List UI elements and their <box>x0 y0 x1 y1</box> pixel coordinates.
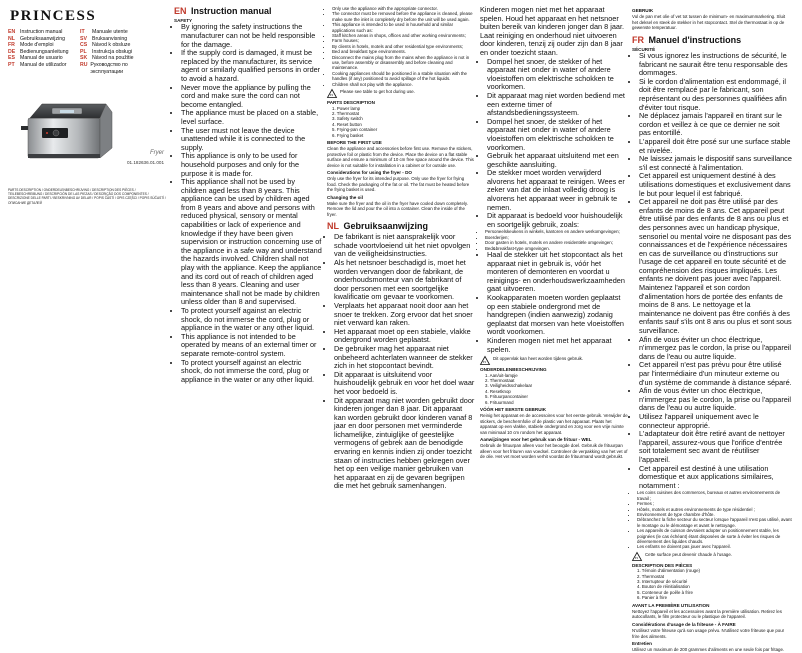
title-text-en: Instruction manual <box>191 6 272 16</box>
warning-text-en: Please see table to get hot during use. <box>340 89 415 95</box>
safety-item: • Disconnect the mains plug from the mains when the appliance is not in use, before assembly or disassembly and before cleaning and maintenance. <box>332 55 475 71</box>
oil-heading-nl: GEBRUIK <box>632 8 654 13</box>
usage-item: • Farm houses; <box>332 38 475 43</box>
language-name: Instruction manual <box>20 29 63 35</box>
safety-item: • Dompel het snoer, de stekker of het apparaat niet onder in water of andere vloeistoffen om elektrische schokken te voorkomen. <box>487 58 628 92</box>
usage-section-en <box>327 6 475 217</box>
safety-item: • Utilisez l'appareil uniquement avec le connecteur approprié. <box>639 413 792 430</box>
part-item: 5. Frying-pan container <box>332 127 378 133</box>
language-name: Návod k obsluze <box>92 42 131 49</box>
safety-list-nl-a <box>327 233 475 491</box>
usage-item: • Bed and breakfast type environments. <box>332 49 475 54</box>
safety-item: • Cet appareil ne doit pas être utilisé par des enfants de moins de 8 ans. Cet appareil peut être utilisé par des enfants de 8 ans ou plus et des personnes avec un handicap physique, sensoriel ou mental voire ne disposant pas des connaissances et de l'expérience nécessaires en cas de surveillance ou d'instructions sur l'usage de cet appareil en toute sécurité et de compréhension des risques impliqués. Les enfants ne doivent pas jouer avec l'appareil. Maintenez l'appareil et son cordon d'alimentation hors de portée des enfants de moins de 8 ans. Le nettoyage et la maintenance ne doivent pas être confiés à des enfants sauf s'ils ont 8 ans ou plus et sont sous surveillance. <box>639 198 792 336</box>
part-item: 5. Frituurpancontainer <box>485 394 528 400</box>
safety-item: • Afin de vous éviter un choc électrique, n'immergez pas le cordon, la prise ou l'appareil dans de l'eau ou autre liquide. <box>639 387 792 413</box>
language-code: FR <box>8 42 15 49</box>
safety-list-nl-c <box>480 251 628 354</box>
section-title-nl <box>327 221 475 231</box>
language-code: IT <box>80 29 85 35</box>
usage-item: • Boerderijen; <box>485 235 628 240</box>
parts-list-nl <box>480 373 628 405</box>
safety-item: • Dompel het snoer, de stekker of het apparaat niet onder in water of andere vloeistoffen om elektrische schokken te voorkomen. <box>487 118 628 152</box>
safety-item: • This appliance is not intended to be operated by means of an external timer or separate remote-control system. <box>181 333 322 359</box>
language-code: PT <box>8 61 15 68</box>
part-item: 2. Thermostat <box>332 110 360 116</box>
language-code: PL <box>80 48 87 55</box>
safety-list-fr <box>632 52 792 490</box>
instructions-heading-fr: Considérations d'usage de la friteuse - À FAIRE <box>632 621 736 627</box>
oil-text-en: Make sure the fryer and the oil in the fryer have cooled down completely. Remove the lid and pour the oil into a container. Clean the inside of the fryer. <box>327 201 468 217</box>
instructions-text-nl: Gebruik de frituurpan alleen voor het beoogde doel. Gebruik de frituurpan alleen voor het frituren van voedsel. Controleer de verpakking van het vet of de olie. Het vet moet worden verhit voordat de frituurmand wordt gebruikt. <box>480 443 628 460</box>
language-name: Руководство по эксплуатации <box>90 61 128 75</box>
language-code: CS <box>80 42 88 49</box>
language-code: NL <box>8 35 15 42</box>
oil-heading-en: Changing the oil <box>327 194 363 200</box>
parts-heading-en: PARTS DESCRIPTION <box>327 100 375 106</box>
language-row <box>8 62 168 75</box>
usage-item: • Les coins cuisines des commerces, bureaux et autres environnements de travail ; <box>637 490 792 501</box>
part-item: 2. Thermostat <box>637 573 665 579</box>
usage-item: • Bed&breakfast-type omgevingen. <box>485 246 628 251</box>
safety-item: • Het apparaat moet op een stabiele, vlakke ondergrond worden geplaatst. <box>334 328 475 345</box>
hot-surface-icon <box>632 552 642 561</box>
usage-item: • Fermes ; <box>637 501 792 506</box>
part-item: 1. Témoin d'alimentation (rouge) <box>637 568 700 574</box>
safety-item: • This appliance is only to be used for household purposes and only for the purpose it is made for. <box>181 152 322 178</box>
language-code: RU <box>80 61 88 68</box>
usage-item: • Environnement de type chambre d'hôte. <box>637 512 792 517</box>
part-item: 6. Panier à frire <box>637 595 668 601</box>
part-item: 2. Thermostaat <box>485 378 515 383</box>
safety-item: • Verplaats het apparaat nooit door aan het snoer te trekken. Zorg ervoor dat het snoer niet verward kan raken. <box>334 302 475 328</box>
language-code: SK <box>80 55 88 62</box>
safety-item: • Never move the appliance by pulling the cord and make sure the cord can not become entangled. <box>181 84 322 110</box>
safety-item: • Haal de stekker uit het stopcontact als het apparaat niet in gebruik is, vóór het monteren of demonteren en voordat u reinigings- en onderhoudswerkzaamheden gaat uitvoeren. <box>487 251 628 294</box>
safety-heading-fr: SÉCURITÉ <box>632 46 656 52</box>
details-section-nl <box>480 356 628 460</box>
instructions-text-en: Only use the fryer for its intended purpose. Only use the fryer for frying food. Check the packaging of the fat or oil. The fat must be heated before the frying basket is used. <box>327 176 470 193</box>
safety-item: • De gebruiker mag het apparaat niet onbeheerd achterlaten wanneer de stekker zich in het stopcontact bevindt. <box>334 345 475 371</box>
language-name: Bedienungsanleitung <box>20 48 69 55</box>
language-name: Manuale utente <box>92 29 128 35</box>
language-entry <box>80 49 152 56</box>
hot-surface-warning-nl <box>480 356 628 365</box>
product-illustration <box>18 76 166 176</box>
fryer-illustration <box>22 88 122 166</box>
part-item: 6. Frying basket <box>332 132 364 138</box>
safety-item: • Only use the appliance with the appropriate connector. <box>332 6 475 11</box>
part-item: 4. Reset button <box>332 121 362 127</box>
language-row <box>8 42 168 49</box>
language-code: DE <box>8 48 16 55</box>
language-entry <box>80 62 152 75</box>
safety-item: • Cet appareil est uniquement destiné à des utilisations domestiques et exclusivement dans le but pour lequel il est fabriqué. <box>639 172 792 198</box>
language-entry <box>8 49 80 56</box>
language-code: SV <box>80 35 87 42</box>
maintenance-heading-fr: Entretien <box>632 641 652 647</box>
safety-item: • Si vous ignorez les instructions de sécurité, le fabricant ne saurait être tenu responsable des dommages. <box>639 52 792 78</box>
language-name: Mode d'emploi <box>20 42 54 49</box>
cover-column <box>8 6 168 566</box>
parts-description-multilingual: PARTS DESCRIPTION / ONDERDELENBESCHRIJVING / DESCRIPTION DES PIÈCES / TEILEBESCHREIBUNG / DESCRIPCIÓN DE LAS PIEZAS / DESCRIÇÃO DOS COMPONENTES / DESCRIZIONE DELLE PARTI / BESKRIVNING AV DELAR / POPIS ČÁSTÍ / OPIS CZĘŚCI / POPIS SÚČASTÍ / ОПИСАНИЕ ДЕТАЛЕЙ <box>8 188 166 205</box>
safety-item: • Ne déplacez jamais l'appareil en tirant sur le cordon et veillez à ce que ce dernier ne soit pas entortillé. <box>639 112 792 138</box>
safety-item: • Dit apparaat mag niet worden gebruikt door kinderen jonger dan 8 jaar. Dit apparaat kan worden gebruikt door kinderen vanaf 8 jaar en door personen met verminderde lichamelijke, zintuiglijke of geestelijke vermogens of gebrek aan de benodigde ervaring en kennis indien zij onder toezicht staan of instructies hebben gekregen over het op een veilige manier gebruiken van het apparaat en zij de gevaren begrijpen die met het gebruik samenhangen. <box>334 397 475 492</box>
safety-item: • The connector must be removed before the appliance is cleaned, please make sure the inlet is completely dry before the unit will be used again. <box>332 11 475 22</box>
column-en-2 <box>327 6 475 568</box>
safety-item: • Dit apparaat mag niet worden bediend met een externe timer of afstandsbedieningssysteem. <box>487 92 628 118</box>
safety-item: • Dit apparaat is bedoeld voor huishoudelijk en soortgelijk gebruik, zoals: <box>487 212 628 229</box>
title-text-nl: Gebruiksaanwijzing <box>343 221 429 232</box>
parts-list-en <box>327 106 475 138</box>
maintenance-text-fr: Utilisez un maximum de 200 grammes d'aliments en une seule fois par fritage. <box>632 647 785 653</box>
product-label: Fryer <box>150 150 164 156</box>
safety-item: • The user must not leave the device unattended while it is connected to the supply. <box>181 127 322 153</box>
safety-heading-en: SAFETY <box>174 18 193 23</box>
usage-item: • Personeelskeukens in winkels, kantoren en andere werkomgevingen; <box>485 229 628 234</box>
column-fr <box>632 6 792 653</box>
first-use-text-en: Clean the appliance and accessories before first use. Remove the stickers, protective foil or plastic from the device. Place the device on a flat stable surface and ensure a minimum of 10 cm free space around the device. This device is not suitable for installation in a cabinet or for outside use. <box>327 146 474 168</box>
safety-list-en <box>174 23 322 384</box>
safety-item: • This appliance shall not be used by children aged less than 8 years. This appliance can be used by children aged from 8 years and above and persons with reduced physical, sensory or mental capabilities or lack of experience and knowledge if they have been given supervision or instruction concerning use of the appliance in a safe way and understand the hazards involved. Children shall not play with the appliance. Keep the appliance and its cord out of reach of children aged less than 8 years. Cleaning and user maintenance shall not be made by children unless older than 8 and supervised. <box>181 178 322 307</box>
safety-item: • Cet appareil est destiné à une utilisation domestique et aux applications similaires, notamment : <box>639 465 792 491</box>
column-en-1 <box>174 6 322 568</box>
model-number: 01.182636.01.001 <box>126 160 164 165</box>
first-use-heading-nl: VÓÓR HET EERSTE GEBRUIK <box>480 407 547 413</box>
language-entry <box>80 29 152 36</box>
safety-item: • Débranchez la fiche secteur du secteur lorsque l'appareil n'est pas utilisé, avant le montage ou le démontage et avant le nettoyage. <box>637 517 792 528</box>
safety-item: • Children shall not play with the appliance. <box>332 82 475 87</box>
language-name: Návod na použitie <box>92 55 134 62</box>
safety-item: • L'adaptateur doit être retiré avant de nettoyer l'appareil, assurez-vous que l'orifice d'entrée soit totalement sec avant de réutiliser l'appareil. <box>639 430 792 464</box>
language-entry <box>80 42 152 49</box>
part-item: 4. Bouton de réinitialisation <box>637 584 690 590</box>
part-item: 4. Resetknop <box>485 388 511 394</box>
part-item: 1. Aan/uit-lampje <box>485 372 518 378</box>
safety-item: • To protect yourself against an electric shock, do not immerse the cord, plug or appliance in the water or any other liquid. <box>181 307 322 333</box>
safety-item: • Dit apparaat is uitsluitend voor huishoudelijk gebruik en voor het doel waar het voor bedoeld is. <box>334 371 475 397</box>
safety-item: • By ignoring the safety instructions the manufacturer can not be held responsible for the damage. <box>181 23 322 49</box>
usage-item: • By clients in hotels, motels and other residential type environments; <box>332 44 475 49</box>
warning-text-nl: Dit oppervlak kan heet worden tijdens gebruik. <box>493 356 584 362</box>
title-text-fr: Manuel d'instructions <box>648 34 742 45</box>
usage-section-fr <box>632 490 792 653</box>
parts-heading-fr: DESCRIPTION DES PIÈCES <box>632 562 693 568</box>
lang-code-fr: FR <box>632 34 644 45</box>
instructions-text-fr: N'utilisez votre friteuse qu'à son usage prévu. N'utilisez votre friteuse que pour frire des aliments. <box>632 628 785 639</box>
safety-item: • Kookapparaten moeten worden geplaatst op een stabiele ondergrond met de handgrepen (indien aanwezig) zodanig geplaatst dat morsen van hete vloeistoffen wordt voorkomen. <box>487 294 628 337</box>
language-entry <box>8 36 80 43</box>
hot-surface-warning-en <box>327 89 475 98</box>
usage-section-nl-tail <box>632 8 792 31</box>
part-item: 3. Interrupteur de sécurité <box>637 579 688 584</box>
instructions-heading-nl: Aanwijzingen voor het gebruik van de frituur - WEL <box>480 437 592 443</box>
language-entry <box>80 55 152 62</box>
section-title-fr <box>632 35 792 45</box>
safety-item: • Les enfants ne doivent pas jouer avec l'appareil. <box>637 544 792 549</box>
safety-item: • Kinderen mogen niet met het apparaat spelen. <box>487 337 628 354</box>
hot-surface-warning-fr <box>632 552 792 561</box>
usage-item: • Door gasten in hotels, motels en andere residentiële omgevingen; <box>485 240 628 245</box>
safety-item: • If the supply cord is damaged, it must be replaced by the manufacturer, its service agent or similarly qualified persons in order to avoid a hazard. <box>181 49 322 83</box>
language-name: Manual de utilizador <box>20 61 67 68</box>
safety-item: • Cooking appliances should be positioned in a stable situation with the handles (if any) positioned to avoid spillage of the hot liquids. <box>332 71 475 82</box>
language-entry <box>8 55 80 62</box>
hot-surface-icon <box>327 89 337 98</box>
safety-item: • De stekker moet worden verwijderd alvorens het apparaat te reinigen. Wees er zeker van dat de inlaat volledig droog is alvorens het apparaat weer in gebruik te nemen. <box>487 169 628 212</box>
safety-item: • This appliance is intended to be used in household and similar applications such as: <box>332 22 475 33</box>
part-item: 1. Power lamp <box>332 105 361 111</box>
language-name: Instrukcja obsługi <box>92 48 133 55</box>
language-code: EN <box>8 29 16 35</box>
language-row <box>8 29 168 36</box>
language-index <box>8 29 168 75</box>
lang-code-en: EN <box>174 6 187 16</box>
part-item: 6. Frituurmand <box>485 399 514 405</box>
safety-item: • Cet appareil n'est pas prévu pour être utilisé par l'intermédiaire d'un minuteur externe ou d'un système de commande à distance séparé. <box>639 361 792 387</box>
language-name: Gebruiksaanwijzing <box>20 35 65 42</box>
usage-item: • Staff kitchen areas in shops, offices and other working environments; <box>332 33 475 38</box>
part-item: 5. Conteneur de poêle à frire <box>637 589 693 595</box>
safety-item: Kinderen mogen niet met het apparaat spelen. Houd het apparaat en het netsnoer buiten bereik van kinderen jonger dan 8 jaar. Laat reiniging en onderhoud niet uitvoeren door kinderen, tenzij zij ouder zijn dan 8 jaar en onder toezicht staan. <box>480 5 625 57</box>
first-use-text-fr: Nettoyez l'appareil et les accessoires avant la première utilisation. Retirez les autocollants, le film protecteur ou le plastique de l'appareil. <box>632 609 782 620</box>
parts-list-fr <box>632 568 792 600</box>
section-title-en <box>174 6 322 16</box>
safety-item: • Si le cordon d'alimentation est endommagé, il doit être remplacé par le fabricant, son représentant ou des personnes qualifiées afin d'éviter tout risque. <box>639 78 792 112</box>
usage-item: • Hôtels, motels et autres environnements de type résidentiel ; <box>637 507 792 512</box>
safety-item: • L'appareil doit être posé sur une surface stable et nivelée. <box>639 138 792 155</box>
brand-logo: PRINCESS <box>10 8 97 24</box>
hot-surface-icon <box>480 356 490 365</box>
safety-item: • Ne laissez jamais le dispositif sans surveillance s'il est connecté à l'alimentation. <box>639 155 792 172</box>
column-nl <box>480 6 628 568</box>
safety-item: • De fabrikant is niet aansprakelijk voor schade voortvloeiend uit het niet opvolgen van de veiligheidsinstructies. <box>334 233 475 259</box>
part-item: 3. Safety switch <box>332 116 363 122</box>
parts-heading-nl: ONDERDELENBESCHRIJVING <box>480 367 547 373</box>
lang-code-nl: NL <box>327 221 339 232</box>
first-use-heading-fr: AVANT LA PREMIÈRE UTILISATION <box>632 602 710 608</box>
instructions-heading-en: Considerations for using the fryer - DO <box>327 169 412 175</box>
language-name: Bruksanvisning <box>92 35 128 42</box>
safety-item: • To protect yourself against an electric shock, do not immerse the cord, plug or appliance in the water or any other liquid. <box>181 359 322 385</box>
safety-item: • Afin de vous éviter un choc électrique, n'immergez pas le cordon, la prise ou l'appareil dans de l'eau ou autre liquide. <box>639 336 792 362</box>
language-entry <box>8 29 80 36</box>
safety-item: • Als het netsnoer beschadigd is, moet het worden vervangen door de fabrikant, de onderhoudsmonteur van de fabrikant of door personen met een soortgelijke kwalificatie om gevaar te voorkomen. <box>334 259 475 302</box>
warning-text-fr: Cette surface peut devenir chaude à l'usage. <box>645 551 733 557</box>
language-code: ES <box>8 55 15 62</box>
language-entry <box>8 42 80 49</box>
safety-item: • Les appareils de cuisson devraient adopter un positionnement stable, les poignées (le cas échéant) étant disposées de sorte à éviter les risques de déversement des liquides chauds. <box>637 528 792 544</box>
language-row <box>8 49 168 56</box>
language-name: Manual de usuario <box>20 55 63 62</box>
language-entry <box>80 36 152 43</box>
part-item: 3. Veiligheidsschakelaar <box>485 383 533 389</box>
first-use-heading-en: BEFORE THE FIRST USE <box>327 139 382 145</box>
safety-item: • Gebruik het apparaat uitsluitend met een geschikte aansluiting. <box>487 152 628 169</box>
first-use-text-nl: Reinig het apparaat en de accessoires voor het eerste gebruik. Verwijder de stickers, de beschermfolie of de plastic van het apparaat. Plaats het apparaat op een vlakke, stabiele ondergrond en zorg voor een vrije ruimte van minimaal 10 cm rondom het apparaat. <box>480 413 628 435</box>
usage-section-nl <box>480 229 628 251</box>
language-row <box>8 36 168 43</box>
language-entry <box>8 62 80 75</box>
language-row <box>8 55 168 62</box>
safety-list-nl-b <box>480 6 628 229</box>
oil-text-nl: Vul de pan met olie of vet tot tussen de minimum- en maximummarkering. Sluit het deksel en steek de stekker in het stopcontact. Stel de thermostaat in op de gewenste temperatuur. <box>632 14 786 31</box>
safety-item: • The appliance must be placed on a stable, level surface. <box>181 109 322 126</box>
